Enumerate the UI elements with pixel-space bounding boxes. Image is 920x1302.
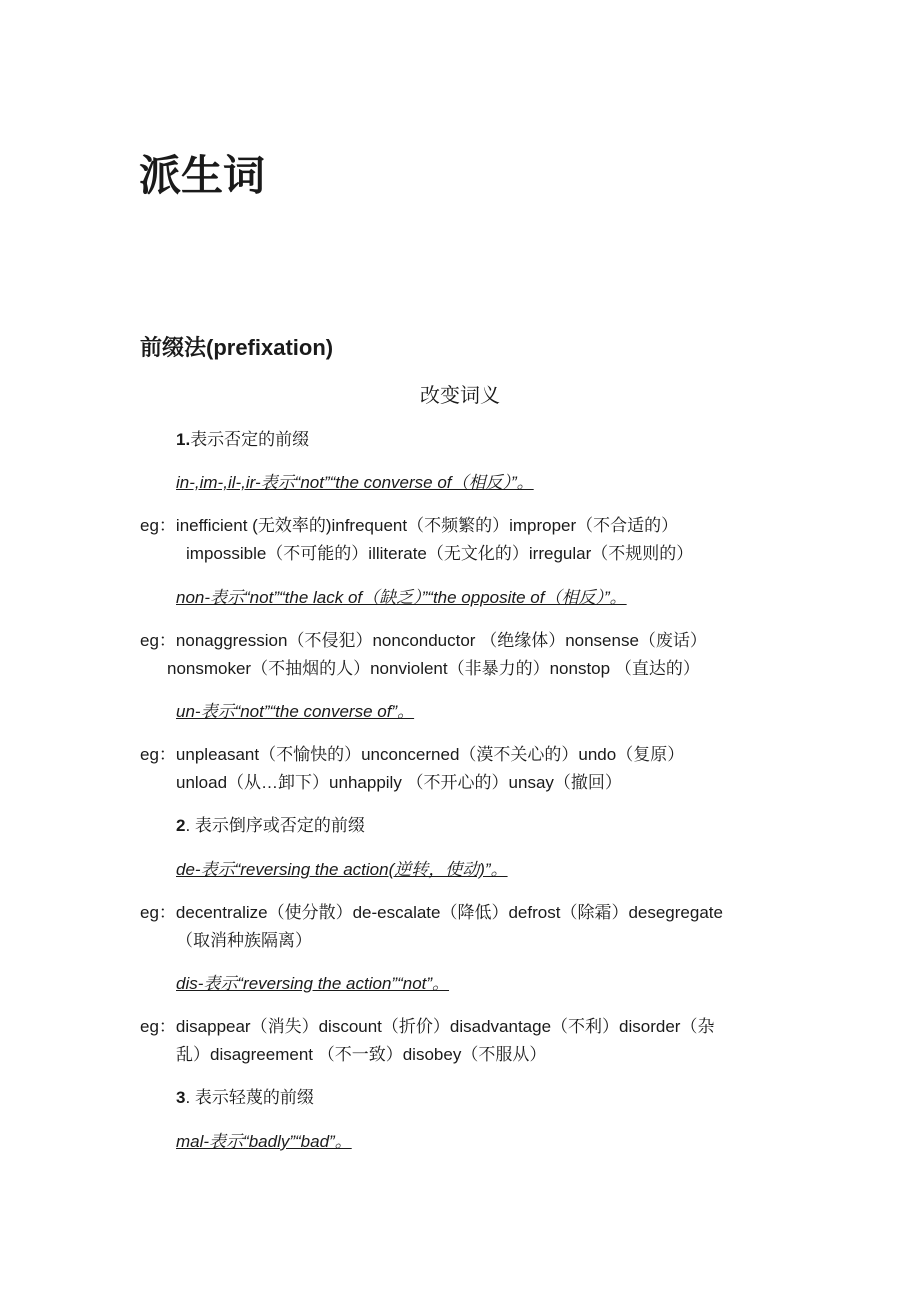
prefix-rule-in: in-,im-,il-,ir-表示“not”“the converse of（相反）”。 [176, 473, 534, 492]
example-continuation: nonsmoker（不抽烟的人）nonviolent（非暴力的）nonstop （直达的） [167, 659, 700, 678]
page-title: 派生词 [139, 152, 266, 199]
eg-text: disappear（消失）discount（折价）disadvantage（不利）disorder（杂 [175, 1017, 715, 1036]
subsection-3-heading [176, 1084, 314, 1112]
example-continuation: 乱）disagreement （不一致）disobey（不服从） [176, 1045, 547, 1064]
subsection-number: 3 [176, 1088, 186, 1107]
example-line [140, 741, 684, 769]
subsection-text: 表示否定的前缀 [190, 430, 310, 449]
eg-label: eg： [140, 903, 176, 922]
section-heading: 前缀法(prefixation) [140, 335, 334, 360]
subsection-1-heading [176, 426, 309, 454]
subsection-number: 1. [176, 430, 191, 449]
prefix-rule-mal: mal-表示“badly”“bad”。 [176, 1132, 352, 1151]
eg-label: eg： [140, 745, 176, 764]
example-continuation: impossible（不可能的）illiterate（无文化的）irregular（不规则的） [186, 544, 694, 563]
eg-label: eg： [140, 631, 176, 650]
example-line [140, 1013, 714, 1041]
eg-text: inefficient (无效率的)infrequent（不频繁的）improper（不合适的） [175, 516, 679, 535]
section-subheading: 改变词义 [420, 383, 500, 407]
eg-text: unpleasant（不愉快的）unconcerned（漠不关心的）undo（复原） [175, 745, 685, 764]
example-line [140, 899, 723, 927]
example-continuation: unload（从…卸下）unhappily （不开心的）unsay（撤回） [176, 773, 622, 792]
subsection-number: 2 [176, 816, 186, 835]
eg-label: eg： [140, 1017, 176, 1036]
prefix-rule-non: non-表示“not”“the lack of（缺乏）”“the opposite of（相反）”。 [176, 588, 627, 607]
example-continuation: （取消种族隔离） [176, 931, 312, 950]
subsection-2-heading [176, 812, 365, 840]
example-line [140, 627, 707, 655]
eg-label: eg： [140, 516, 176, 535]
eg-text: nonaggression（不侵犯）nonconductor （绝缘体）nonsense（废话） [175, 631, 707, 650]
subsection-text: . 表示倒序或否定的前缀 [185, 816, 365, 835]
example-line [140, 512, 678, 540]
prefix-rule-dis: dis-表示“reversing the action”“not”。 [176, 974, 450, 993]
eg-text: decentralize（使分散）de-escalate（降低）defrost（除霜）desegregate [175, 903, 723, 922]
subsection-text: . 表示轻蔑的前缀 [185, 1088, 314, 1107]
prefix-rule-un: un-表示“not”“the converse of”。 [176, 702, 415, 721]
prefix-rule-de: de-表示“reversing the action(逆转，使动)”。 [176, 860, 508, 879]
